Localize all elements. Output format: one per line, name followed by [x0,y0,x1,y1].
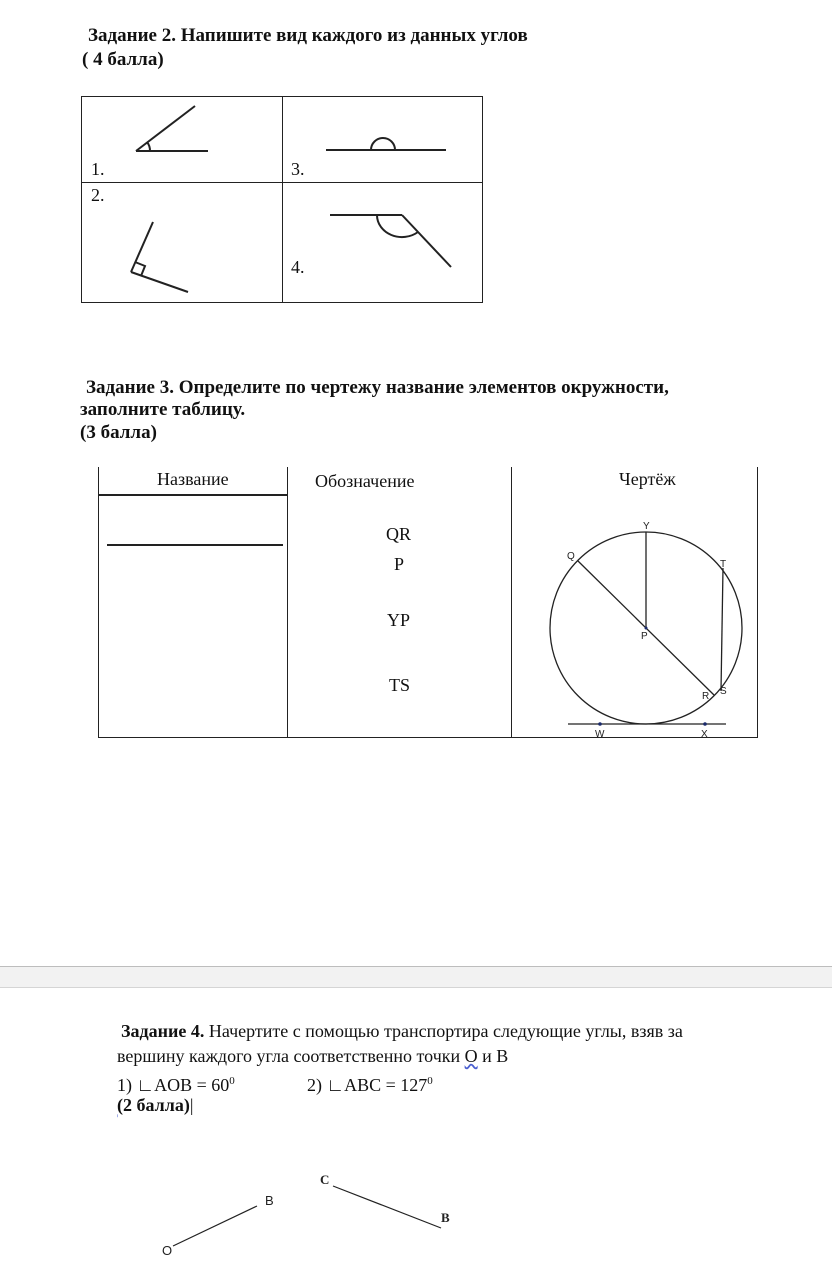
angle2-text: 2) ∟ABC = 127 [307,1075,428,1095]
angle1-degree: 0 [229,1075,235,1087]
task4-title-rest: Начертите с помощью транспортира следующие углы, взяв за [204,1021,683,1041]
label-r: R [702,691,710,702]
task4-points: (2 балла)| [117,1095,194,1115]
label-b1: B [265,1193,274,1208]
label-b2: B [441,1210,450,1225]
angle2-degree: 0 [427,1075,433,1087]
label-q: Q [567,551,575,562]
label-x: X [701,729,708,740]
cell-4-label: 4. [291,257,305,277]
angle1-text: 1) ∟AOB = 60 [117,1075,230,1095]
task4-title-bold: Задание 4. [121,1021,205,1041]
task4-line2-start: вершину каждого угла соответственно точки [117,1046,465,1066]
points-paren: ( [117,1095,123,1115]
label-o: O [162,1243,173,1258]
cell-2-label: 2. [91,185,105,205]
task2-title: Задание 2. Напишите вид каждого из данных углов [88,25,528,46]
task3-title-line1: Задание 3. Определите по чертежу название элементов окружности, [86,377,669,398]
label-y: Y [643,521,650,532]
designation-yp: YP [387,610,411,630]
label-c: C [320,1172,330,1187]
task3-title-line2: заполните таблицу. [80,399,246,420]
label-s: S [720,686,727,697]
cell-3-label: 3. [291,159,305,179]
task4-line2-end: и В [477,1046,509,1066]
header-drawing: Чертёж [619,469,676,489]
task2-points: ( 4 балла) [82,49,164,70]
header-designation: Обозначение [315,471,415,491]
label-t: T [720,559,727,570]
task3-points: (3 балла) [80,422,157,443]
designation-p: P [394,554,405,574]
designation-qr: QR [386,524,412,544]
label-w: W [595,729,605,740]
label-p: P [641,631,648,642]
point-o-text: О [464,1046,478,1066]
header-name: Название [157,469,229,489]
points-text: 2 балла) [123,1095,190,1115]
cell-1-label: 1. [91,159,105,179]
designation-ts: TS [389,675,411,695]
